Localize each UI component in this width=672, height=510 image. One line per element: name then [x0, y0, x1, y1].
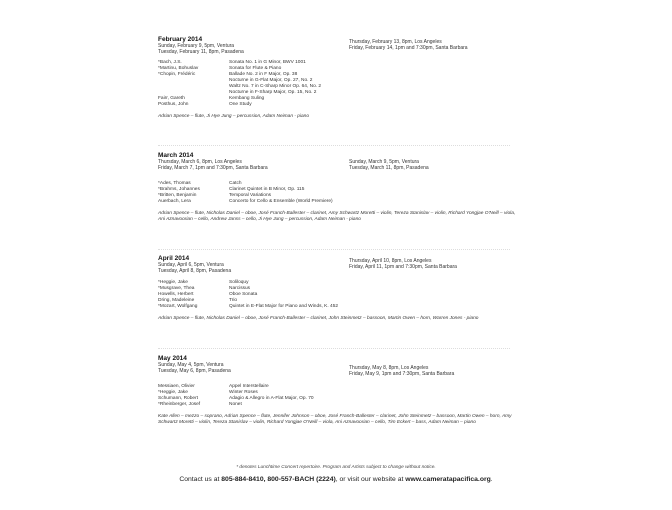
section-divider	[158, 249, 510, 250]
date-line: Sunday, April 6, 5pm, Ventura	[158, 262, 224, 268]
composer: *Heggie, Jake	[158, 389, 188, 395]
work-title: Concerto for Cello & Ensemble (World Premiere)	[229, 198, 333, 204]
work-title: Sonata No. 1 in G Minor, BWV 1001	[229, 59, 306, 65]
work-title: Sonata for Flute & Piano	[229, 65, 282, 71]
performers-line: Adrian Spence – flute, Ji Hye Jung – percussion, Adam Neiman - piano	[158, 113, 310, 119]
work-title: Catch	[229, 180, 242, 186]
composer: *Rheinberger, Josef	[158, 401, 201, 407]
month-heading: March 2014	[158, 152, 194, 159]
phone-numbers: 805-884-8410, 800-557-BACH (2224)	[221, 476, 336, 483]
contact-line	[0, 476, 672, 483]
section-april	[158, 255, 518, 322]
composer: *Bach, J.S.	[158, 59, 182, 65]
date-line: Tuesday, March 11, 8pm, Pasadena	[349, 165, 429, 172]
work-title: Trio	[229, 297, 238, 303]
work-title: Appel Interstellaire	[229, 383, 269, 389]
date-line: Thursday, March 6, 8pm, Los Angeles	[158, 159, 242, 165]
work-title: Clarinet Quintet in B Minor, Op. 115	[229, 186, 305, 192]
work-title: Soliloquy	[229, 279, 249, 285]
section-february	[158, 36, 518, 120]
date-line: Tuesday, April 8, 8pm, Pasadena	[158, 268, 232, 275]
month-heading: April 2014	[158, 255, 190, 262]
performers-line: Adrian Spence – flute, Nicholas Daniel – oboe, José Franch-Ballester – clarinet, John Steinmetz – bassoon, Martin Owen – horn, Warren Jones - piano	[158, 315, 479, 321]
concert-dates	[158, 362, 518, 378]
contact-middle: , or visit our website at	[335, 476, 406, 483]
section-may	[158, 355, 518, 426]
performers-line: Kate Allen – mezzo – soprano, Adrian Spence – flute, Jennifer Johnson – oboe, José Franch-Ballester – clarinet, John Steinmetz – bassoon, Martin Owen – horn, Amy Schwartz Moretti – violin, Tereza Stanislav – violin, Richard Yongjae O'Neill – viola, Ani Aznavoorian – cello, Tim Eckert – bass, Adam Neiman – piano	[158, 413, 512, 425]
composer: Dring, Madeleine	[158, 297, 195, 303]
performers-line: Adrian Spence – flute, Nicholas Daniel – oboe, José Franch-Ballester – clarinet, Amy Schwartz Moretti – violin, Tereza Stanislav – violin, Richard Yongjae O'Neill – viola, Ani Aznavoorian – cello, Andrew Janss – cello, Ji Hye Jung – percussion, Adam Neiman - piano	[158, 210, 516, 222]
composer: Fairr, Gareth	[158, 95, 185, 101]
work-title: Nonet	[229, 401, 242, 407]
work-title: Adagio & Allegro in A-Flat Major, Op. 70	[229, 395, 314, 401]
contact-suffix: .	[490, 476, 493, 483]
composer: *Martinu, Bohuslav	[158, 65, 199, 71]
work-title: One Study	[229, 101, 252, 107]
date-line: Thursday, May 8, 8pm, Los Angeles	[349, 365, 429, 371]
composer: Auerbach, Lera	[158, 198, 191, 204]
date-line: Friday, May 9, 1pm and 7:30pm, Santa Barbara	[349, 371, 455, 378]
date-line: Thursday, February 13, 8pm, Los Angeles	[349, 39, 442, 45]
month-heading: May 2014	[158, 355, 187, 362]
composer: *Britten, Benjamin	[158, 192, 197, 198]
composer: Messiaen, Olivier	[158, 383, 195, 389]
date-line: Friday, February 14, 1pm and 7:30pm, Santa Barbara	[349, 45, 468, 52]
date-line: Thursday, April 10, 8pm, Los Angeles	[349, 258, 432, 264]
date-line: Sunday, May 4, 5pm, Ventura	[158, 362, 224, 368]
program-list	[158, 60, 518, 108]
footnote: * denotes Lunchtime Concert repertoire. Program and Artists subject to change without notice.	[236, 465, 436, 470]
work-title: Winter Roses	[229, 389, 258, 395]
program-list	[158, 384, 518, 408]
contact-prefix: Contact us at	[179, 476, 222, 483]
composer: *Musgrave, Thea	[158, 285, 195, 291]
composer: Posthus, John	[158, 101, 189, 107]
program-list	[158, 181, 518, 205]
composer: *Ades, Thomas	[158, 180, 191, 186]
date-line: Friday, April 11, 1pm and 7:30pm, Santa Barbara	[349, 264, 457, 271]
work-title: Oboe Sonata	[229, 291, 258, 297]
work-title: Nocturne in F-Sharp Major, Op. 15, No. 2	[229, 89, 317, 95]
composer: *Heggie, Jake	[158, 279, 188, 285]
date-line: Sunday, February 9, 5pm, Ventura	[158, 43, 235, 49]
composer: *Mozart, Wolfgang	[158, 303, 198, 309]
month-heading: February 2014	[158, 36, 203, 43]
composer: Schumann, Robert	[158, 395, 198, 401]
composer: Howells, Herbert	[158, 291, 194, 297]
program-row	[158, 102, 518, 108]
program-row	[158, 402, 518, 408]
work-title: Ballade No. 2 in F Major, Op. 38	[229, 71, 298, 77]
concert-dates	[158, 159, 518, 172]
work-title: Waltz No. 7 in C-Sharp Minor Op. 64, No. 2	[229, 83, 322, 89]
work-title: Nocturne in G-Flat Major, Op. 27, No. 2	[229, 77, 313, 83]
composer: *Chopin, Frédéric	[158, 71, 196, 77]
section-divider	[158, 145, 510, 146]
date-line: Friday, March 7, 1pm and 7:30pm, Santa Barbara	[158, 165, 268, 172]
composer: *Brahms, Johannes	[158, 186, 200, 192]
work-title: Narcissus	[229, 285, 251, 291]
program-row	[158, 304, 518, 310]
date-line: Tuesday, May 6, 8pm, Pasadena	[158, 368, 231, 375]
date-line: Sunday, March 9, 5pm, Ventura	[349, 159, 419, 165]
section-march	[158, 152, 518, 223]
work-title: Kembang Suling	[229, 95, 265, 101]
work-title: Quintet in E-Flat Major for Piano and Winds, K. 452	[229, 303, 339, 309]
work-title: Temporal Variations	[229, 192, 272, 198]
section-divider	[158, 348, 510, 349]
program-row	[158, 199, 518, 205]
website-link[interactable]: www.cameratapacifica.org	[405, 476, 491, 483]
program-list	[158, 280, 518, 310]
date-line: Tuesday, February 11, 8pm, Pasadena	[158, 49, 244, 56]
